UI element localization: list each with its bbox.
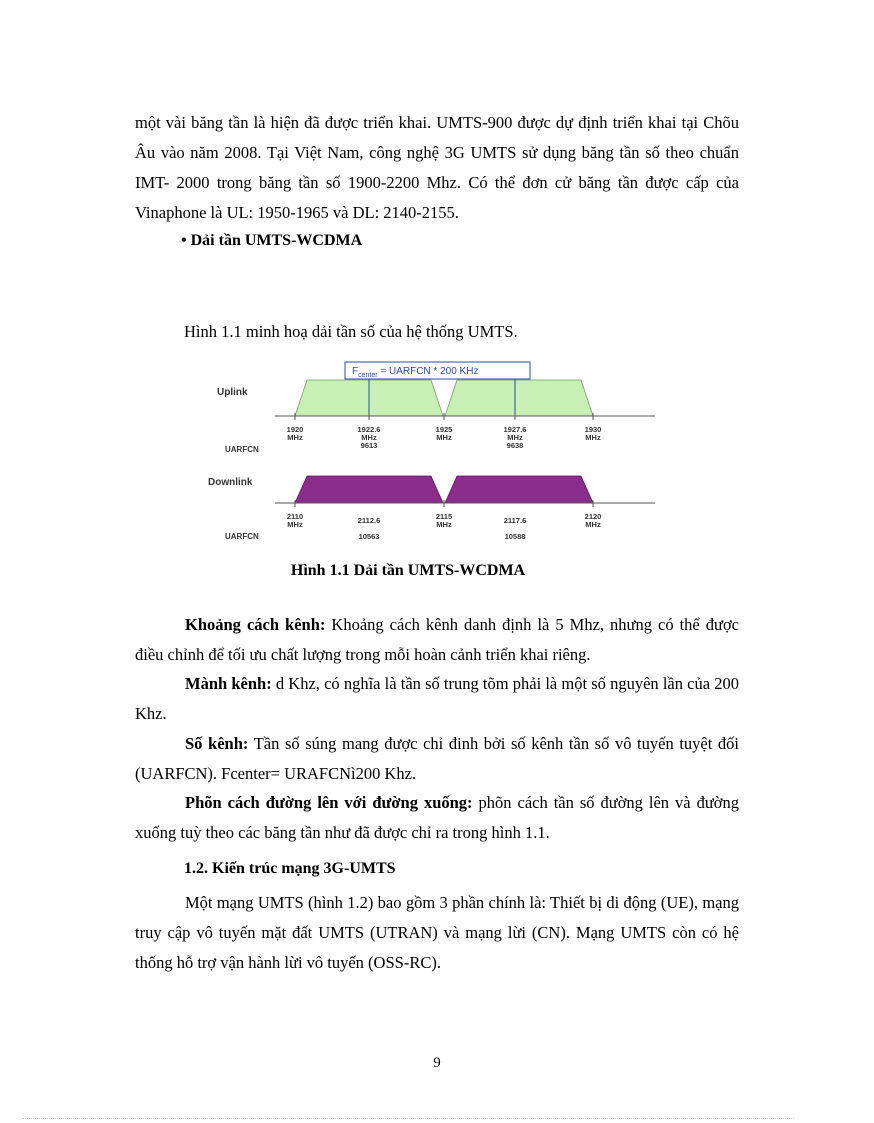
uplink-tick-unit: MHz xyxy=(436,433,452,442)
term-text: Khoảng cách kênh danh định là 5 Mhz, nhưng có thể được điều chỉnh để tối ưu chất lượng trong mỗi hoàn cảnh triển khai riêng. xyxy=(135,615,740,664)
uplink-label: Uplink xyxy=(217,387,248,398)
section-heading: 1.2. Kiến trúc mạng 3G-UMTS xyxy=(184,860,396,877)
uplink-tick-unit: MHz xyxy=(287,433,303,442)
downlink-tick-label: 2110 xyxy=(286,512,304,521)
downlink-band-2 xyxy=(445,476,593,503)
figure-caption: Hình 1.1 Dải tần UMTS-WCDMA xyxy=(290,562,526,579)
downlink-tick-unit: MHz xyxy=(436,520,452,529)
uplink-tick-labels xyxy=(287,425,602,450)
term-label: Số kênh: xyxy=(185,734,249,753)
uplink-tick-label: 1925 xyxy=(435,425,453,434)
uplink-uarfcn-value: 9613 xyxy=(360,441,378,450)
uplink-tick-unit: MHz xyxy=(507,433,523,442)
downlink-uarfcn-value: 10563 xyxy=(358,532,380,541)
formula-text: $F_{center}$ = UARFCN * 200 KHz xyxy=(352,366,479,379)
bullet-heading xyxy=(181,232,362,250)
uplink-uarfcn-value: 9638 xyxy=(506,441,524,450)
uplink-tick-label: 1922.6 xyxy=(357,425,381,434)
paragraph-text: Một mạng UMTS (hình 1.2) bao gồm 3 phần chính là: Thiết bị di động (UE), mạng truy cập vô tuyến mặt đất UMTS (UTRAN) và mạng lừi (CN). Mạng UMTS còn có hệ thống hỗ trợ vận hành lừi vô tuyến (OSS-RC). xyxy=(135,893,739,972)
term-label: Khoảng cách kênh: xyxy=(185,615,326,634)
term-label: Phõn cách đường lên với đường xuống: xyxy=(185,793,473,812)
uarfcn-label-uplink: UARFCN xyxy=(225,445,259,454)
paragraph-channel-raster xyxy=(135,669,739,729)
uplink-tick-label: 1927.6 xyxy=(503,425,527,434)
downlink-tick-labels xyxy=(287,512,601,541)
paragraph-duplex-spacing xyxy=(135,788,739,848)
downlink-label: Downlink xyxy=(208,477,253,488)
downlink-tick-label: 2112.6 xyxy=(357,516,381,525)
paragraph-text: một vài băng tần là hiện đã được triển khai. UMTS-900 được dự định triển khai tại Chõu Âu vào năm 2008. Tại Việt Nam, công nghệ 3G UMTS sử dụng băng tần số theo chuẩn IMT- 2000 trong băng tần số 1900-2200 Mhz. Có thể đơn cử băng tần được cấp của Vinaphone là UL: 1950-1965 và DL: 2140-2155. xyxy=(135,113,739,222)
figure-intro: Hình 1.1 minh hoạ dải tần số của hệ thống UMTS. xyxy=(184,322,518,341)
frequency-band-diagram xyxy=(208,360,655,545)
downlink-tick-label: 2115 xyxy=(435,512,453,521)
paragraph-umts-architecture xyxy=(135,888,739,978)
bullet-icon: • xyxy=(181,232,187,249)
term-text: Tần số súng mang được chỉ đinh bởi số kênh tần số vô tuyến tuyệt đối (UARFCN). Fcenter= URAFCNì200 Khz. xyxy=(135,734,739,783)
downlink-tick-unit: MHz xyxy=(287,520,303,529)
uplink-band-2 xyxy=(445,380,593,416)
downlink-band-1 xyxy=(295,476,443,503)
downlink-tick-label: 2117.6 xyxy=(503,516,527,525)
bullet-heading-text: Dải tần UMTS-WCDMA xyxy=(190,232,363,249)
term-label: Mành kênh: xyxy=(185,674,272,693)
paragraph-channel-spacing xyxy=(135,610,739,670)
downlink-tick-label: 2120 xyxy=(584,512,602,521)
downlink-tick-unit: MHz xyxy=(585,520,601,529)
page-number: 9 xyxy=(433,1055,441,1071)
downlink-uarfcn-value: 10588 xyxy=(504,532,526,541)
uplink-tick-unit: MHz xyxy=(585,433,601,442)
uplink-tick-label: 1930 xyxy=(584,425,602,434)
page-footer-divider xyxy=(22,1118,794,1119)
uarfcn-label-downlink: UARFCN xyxy=(225,532,259,541)
term-text: phõn cách tần số đường lên và đường xuống tuỳ theo các băng tần như đã được chỉ ra trong hình 1.1. xyxy=(135,793,739,842)
uplink-tick-unit: MHz xyxy=(361,433,377,442)
term-text: d Khz, có nghĩa là tần số trung tõm phải là một số nguyên lần của 200 Khz. xyxy=(135,674,739,723)
paragraph-channel-number xyxy=(135,729,739,789)
uplink-tick-label: 1920 xyxy=(286,425,304,434)
paragraph-frequency-bands xyxy=(135,108,739,228)
